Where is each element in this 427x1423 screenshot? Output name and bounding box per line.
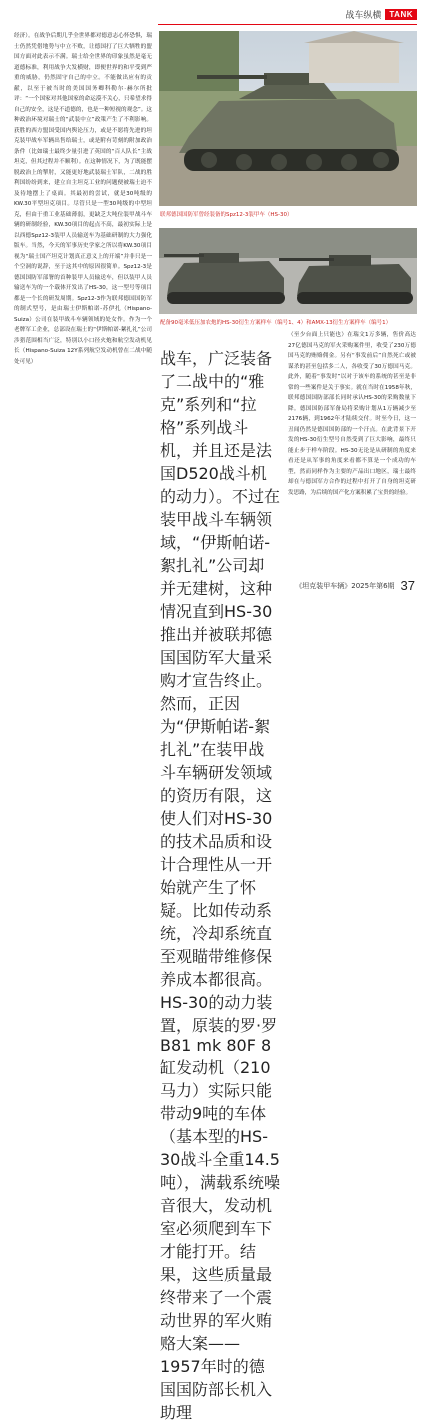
body-text-left: 经济）。在战争后期几乎全世界都对德意志心怀恐惧，瑞士仍然凭借地势与中立不败，让德国打了巨大牺牲的盟国方面对此表示不满。瑞士给全世界的印象虽然是毫无道德标准，利用战争大发横财，即便世界的和平受到严重的威胁，仍然固守自己的中立。不能做出应有的贡献，以至于被当时的美国国务卿科勒尔·赫尔所批评：“一个国家对其他国家的命运漠不关心，只希望求得自己的安全，这是不道德的，也是一种短视的观念”。这种政治环境对瑞士的“武装中立”政策产生了不利影响。获胜的西方盟国受国内舆论压力，或是不愿将先进的坦克装甲战车军辆出售给瑞士，或是附有苛刻的附加政治条件（比如瑞士最终少量引进了英国的“百人队长”主战坦克，但其过程并不顺利）。在这种情况下，为了既能摆脱政治上的掣肘，又能更好地武装瑞士军队，二战的胜利国纷纷到来，建立自主坦克工业的问题便被瑞士迫不及待地摆上了桌面。其最初的尝试，就是30吨级的KW.30平型坦克项目。尽管只是一型30吨级的中型坦克，但由于重工业基础薄弱，更缺乏大吨位装甲战斗车辆的研制经验，KW.30项目的起点不高，最初实际上是以西德Spz12-3装甲人员输送车为基础研制的大力强化版车。当然，今天的军事历史学家之所以将KW.30项目视为“瑞士国产坦克计划真正意义上的开端”并非只是一个空洞的说辞，至于这其中的原因很简单。Spz12-3是德国国防军部署的首种装甲人员输送车，但以装甲人员输送车为的一个载体开发出了HS-30，这一型号等项目都是一个长的研发周期。Spz12-3作为联邦德国国防军的制式型号，是由瑞士伊斯帕诺-苏伊扎（Hispano-Suiza）公司在装甲战斗车辆领域的处女作。作为一个老牌军工企业，总部设在瑞士的“伊斯帕诺-絮扎礼”公司涉猎范围相当广泛，特别以小口径火炮和航空发动机见长（Hispano-Suiza 12Y系列航空发动机曾在二战中随处可见） <box>14 33 152 365</box>
section-badge: TANK <box>385 9 417 20</box>
page-header <box>345 8 417 21</box>
text-column-left <box>14 31 152 567</box>
photo-spz12-3 <box>159 31 417 206</box>
photo-caption-bottom: 配备90毫米低压加农炮的HS-30衍生方案样车（编号1、4）和AMX-13衍生方案样车（编号1） <box>160 320 392 326</box>
page-number: 37 <box>400 578 415 593</box>
body-text-right: （至少台面上只能也）在瑞文1万多辆，售价高达27亿德国马克的军火采购案件里，收受了230万德国马克的贿赂佣金。另有“事发前后”自然死亡或被谋杀的甚至包括多二人，各收受了30万德国马克。此外，随着“事发时”以对于该车的系统的甚至是非常的一些案件是关于事实。就在当时在1958年秋，联邦德国国防部部长同时承认HS-30的采购数量下降。德国国防部军备局将采购计划从1万辆减少至2176辆，到1962年才陆续交付。时至今日，这一丑闻仍然是德国国防部的一个汗点。在此背景下开发的HS-30衍生型号自然受到了巨大影响，最终只能止步于样车阶段。HS-30无论是从研制的角度来看还是从军事的角度来看都不算是一个成功的车型，然而同样作为主要的产品出口地区，瑞士最终却在与德国军方合作的过程中打开了自身的坦克研发思路，为后续的国产化方案积累了宝贵的经验。 <box>288 332 416 496</box>
text-column-right <box>288 330 416 566</box>
text-column-middle <box>160 330 281 1422</box>
journal-name: 《坦克装甲车辆》2025年第6期 <box>295 581 395 590</box>
section-title: 战车纵横 <box>345 11 382 21</box>
header-rule <box>158 24 417 25</box>
body-text-middle: 战车，广泛装备了二战中的“雅克”系列和“拉格”系列战斗机，并且还是法国D520战斗机的动力）。不过在装甲战斗车辆领域，“伊斯帕诺-絮扎礼”公司却并无建树，这种情况直到HS-30推出并被联邦德国国防军大量采购才宣告终止。然而，正因为“伊斯帕诺-絮扎礼”在装甲战斗车辆研发领域的资历有限，这使人们对HS-30的技术品质和设计合理性从一开始就产生了怀疑。比如传动系统，冷却系统直至观瞄带维修保养成本都很高。HS-30的动力装置，原装的罗·罗B81 mk 80F 8缸发动机（210马力）实际只能带动9吨的车体（基本型的HS-30战斗全重14.5吨），满载系统噪音很大，发动机室必须爬到车下才能打开。结果，这些质量最终带来了一个震动世界的军火贿赂大案——1957年时的德国国防部长机入助理 <box>160 349 281 1422</box>
photo-caption-top: 联邦德国国防军曾经装备的Spz12-3装甲车（HS-30） <box>160 212 293 218</box>
page-footer <box>295 578 415 593</box>
photo-prototypes <box>159 228 417 314</box>
